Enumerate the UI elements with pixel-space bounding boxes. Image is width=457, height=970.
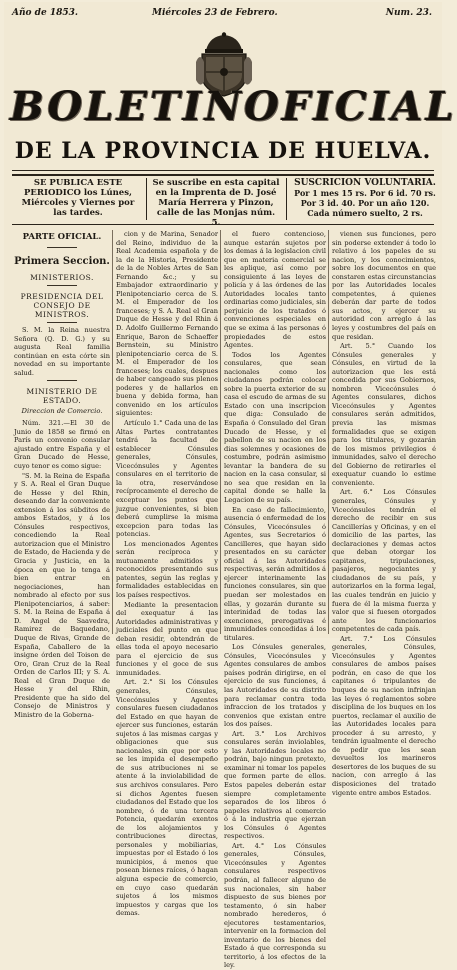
subscription-heading: SUSCRICION VOLUNTARIA. [294,178,436,188]
paragraph: Artículo 1.° Cada una de las Altas Partes contratantes tendrá la facultad de establecer Cónsules generales, Cónsules, Vicecónsules y Agentes consulares en el territorio de la otra, reservándose recíprocamente el derecho de exceptuar los puntos que juzgue convenientes, si bien deberá cumplirse la misma excepcion para todas las potencias. [116,419,218,539]
divider [47,285,77,286]
subscription-place: Se suscribe en esta capital en la Imprenta de D. José María Herrera y Pinzon, calle de las Monjas núm. 5. [152,178,280,228]
paragraph: Art. 3.° Los Archivos consulares serán inviolables, y las Autoridades locales no podrán, bajo ningun pretexto, examinar ni tomar los papeles que formen parte de ellos. Estos papeles deberán estar siempre completamente separados de los libros ó papeles relativos al comercio ó á la industria que ejerzan los Cónsules ó Agentes respectivos. [224,729,326,841]
section-title: Primera Seccion. [14,256,110,267]
text-column-1 [14,230,111,719]
divider [12,174,434,176]
paragraph: cion y de Marina, Senador del Reino, individuo de la Real Academia española y de la de la Historia, Presidente de la de Nobles Artes de San Fernando &c.; y su Embajador extraordinario y Plenipotenciario cerca de S. M. el Emperador de los franceses; y S. A. Real el Gran Duque de Hesse y del Rhin á D. Adolfo Guillermo Fernando Enrique, Baron de Schaeffer Bernstein, su Ministro plenipotenciario cerca de S. M. el Emperador de los franceses; los cuales, despues de haber cangeado sus plenos poderes y de hallarlos en buena y debida forma, han convenido en los artículos siguientes: [116,230,218,418]
paragraph: Núm. 321.—El 30 de Junio de 1858 se firmó en París un convenio consular ajustado entre España y el Gran Ducado de Hesse, cuyo tenor es como sigue: [14,419,110,471]
subscription-rates [292,178,438,218]
text-column-2 [116,230,218,918]
ministries-heading: MINISTERIOS. [30,273,94,282]
paragraph: "S. M. la Reina de España y S. A. Real el Gran Duque de Hesse y del Rhin, deseando dar la conveniente extension á los súbditos de ambos Estados, y á los Cónsules respectivos, concediendo la Real autorizacion que el Ministro de Estado, de Hacienda y de Gracia y Justicia, en la época en que lo tenga á bien entrar en negociaciones, han nombrado al efecto por sus Plenipotenciarios, á saber: S. M. la Reina de España á D. Angel de Saavedra, Ramirez de Baquedano, Duque de Rivas, Grande de España, Caballero de la insigne órden del Toison de Oro, Gran Cruz de la Real Orden de Carlos III; y S. A. Real el Gran Duque de Hesse y del Rhin, Presidente que ha sido del Consejo de Ministros y Ministro de la Goberna- [14,471,111,719]
masthead-subtitle: DE LA PROVINCIA DE HUELVA. [14,138,432,164]
paragraph: Art. 5.° Cuando los Cónsules generales y Cónsules, en virtud de la autorizacion que les está concedida por sus Gobiernos, nombren Vicecónsules ó Agentes consulares, dichos Vicecónsules y Agentes consulares serán admitidos, previa las mismas formalidades que se exigen para los titulares, y gozarán de los mismos privilegios é inmunidades, salvo el derecho del Gobierno de retirarles el exequatur cuando lo estime conveniente. [332,342,436,487]
issue-date: Miércoles 23 de Febrero. [152,8,278,18]
ministry-heading: MINISTERIO DE ESTADO. [26,387,98,406]
column-divider [328,230,329,634]
rate-row: Por 3 id. 40. Por un año 120. [300,198,430,208]
issue-header [10,6,436,22]
divider [146,178,147,220]
paragraph: el fuero contencioso, aunque estarán sujetos por los demas á la legislacion civil que en materia comercial se les aplique, así como por consiguiente á las leyes de policía y á las órdenes de las Autoridades locales tanto ordinarias como judiciales, sin perjuicio de los tratados ó convenciones especiales en que se exima á las personas ó propiedades de estos Agentes. [224,230,326,350]
paragraph: Art. 4.° Los Cónsules generales, Cónsules, Vicecónsules y Agentes consulares respectivos podrán, al fallecer alguno de sus nacionales, sin haber dispuesto de sus bienes por testamento, ó sin haber nombrado herederos, ó ejecutores testamentarios, intervenir en la formacion del inventario de los bienes del Estado á que corresponda su territorio, á los efectos de la ley. [224,841,326,970]
divider [47,380,77,381]
paragraph: Mediante la presentacion del exequatur á las Autoridades administrativas y judiciales del punto en que deban residir, obtendrán de ellas toda el apoyo necesario para el ejercicio de sus funciones y el goce de sus inmunidades. [116,600,218,677]
paragraph: vienen sus funciones, pero sin poderse extender á todo lo relativo á los papeles de su nacion, y los conocimientos, sobre los documentos en que constaren estas circunstancias por las Autoridades locales competentes, á quienes deberán dar parte de todos sus actos, y ejercer su autoridad con arreglo á las leyes y costumbres del país en que residan. [332,230,436,341]
divider [12,224,434,225]
paragraph: S. M. la Reina nuestra Señora (Q. D. G.) y su augusta Real familia continúan en esta córte sin novedad en su importante salud. [14,326,110,377]
divider [286,178,287,220]
paragraph: Todos los Agentes consulares, que sean nacionales como los ciudadanos podrán colocar sobre la puerta exterior de su casa el escudo de armas de su Estado con una inscripcion que diga: Consulado de España ó Consulado del Gran Ducado de Hesse, y el pabellon de su nacion en los dias solemnes y ocasiones de costumbre, podrán asimismo levantar la bandera de su nacion en la casa consular, si no sea que residan en la capital donde se halle la Legacion de su país. [224,350,326,504]
paragraph: Art. 6.° Los Cónsules generales, Cónsules y Vicecónsules tendrán el derecho de recibir en sus Cancillerías y Oficinas, y en el domicilio de las partes, las declaraciones y demas actos que deban otorgar los capitanes, tripulaciones, pasajeros, negociantes y ciudadanos de su país, y autorizarlos en la forma legal, las cuales tendrán en juicio y fuera de él la misma fuerza y valor que si fuesen otorgados ante los funcionarios competentes de cada país. [332,488,436,634]
column-divider [220,230,221,634]
masthead-word-left: BOLETIN [10,82,245,130]
presidency-heading: PRESIDENCIA DEL CONSEJO DE MINISTROS. [20,292,104,319]
paragraph: Art. 2.° Si los Cónsules generales, Cónsules, Vicecónsules y Agentes consulares fuesen ciudadanos del Estado en que hayan de ejercer sus funciones, estarán sujetos á las mismas cargas y obligaciones que sus nacionales, sin que por esto se les impida el desempeño de sus atribuciones ni se atente á la inviolabilidad de sus archivos consulares. Pero si dichos Agentes fuesen ciudadanos del Estado que los nombre, ó de una tercera Potencia, quedarán exentos de los alojamientos y contribuciones directas, personales y mobiliarias, impuestas por el Estado ó los municipios, á menos que posean bienes raíces, ó hagan alguna especie de comercio, en cuyo caso quedarán sujetos á los mismos impuestos y cargas que los demas. [116,678,218,918]
paragraph: Los Cónsules generales, Cónsules, Vicecónsules y Agentes consulares de ambos países podrán dirigirse, en el ejercicio de sus funciones, á las Autoridades de su distrito para reclamar contra toda infraccion de los tratados y convenios que existan entre los dos países. [224,643,326,729]
paragraph: Los mencionados Agentes serán recíproca y mutuamente admitidos y reconocidos presentando sus patentes, según las reglas y formalidades establecidas en los países respectivos. [116,539,218,599]
text-column-3 [224,230,326,970]
text-column-4 [332,230,436,797]
divider [47,247,77,248]
divider [12,170,434,171]
part-title: PARTE OFICIAL. [22,232,102,242]
divider [47,322,77,323]
newspaper-page [4,2,457,970]
issue-year: Año de 1853. [12,8,78,18]
paragraph: Art. 7.° Los Cónsules generales, Cónsules, Vicecónsules y Agentes consulares de ambos países podrán, en caso de que los capitanes ó tripulantes de buques de su nacion infrinjan las leyes ó reglamentos sobre disciplina de los buques en los puertos, reclamar el auxilio de las Autoridades locales para proceder á su arresto, y tendrán igualmente el derecho de pedir que les sean devueltos los marineros desertores de los buques de su nacion, con arreglo á las disposiciones del tratado vigente entre ambos Estados. [332,634,436,797]
publication-schedule: SE PUBLICA ESTE PERIODICO los Lúnes, Miércoles y Viernes por las tardes. [21,178,135,218]
masthead [4,76,457,136]
issue-number: Num. 23. [385,8,432,18]
rate-row: Cada número suelto, 2 rs. [307,208,423,218]
column-divider [112,230,113,634]
direction-heading: Direccion de Comercio. [21,407,103,416]
masthead-word-right: OFICIAL [244,82,457,130]
rate-row: Por 1 mes 15 rs. Por 6 id. 70 rs. [294,188,436,198]
paragraph: En caso de fallecimiento, ausencia ó enfermedad de los Cónsules, Vicecónsules ó Agentes, sus Secretarios ó Cancilleres, que hayan sido presentados en su carácter oficial á las Autoridades respectivas, serán admitidos á ejercer interinamente las funciones consulares, sin que puedan ser molestados en ellas, y gozarán durante su interinidad de todas las exenciones, prerogativas é inmunidades concedidas á los titulares. [224,505,326,642]
